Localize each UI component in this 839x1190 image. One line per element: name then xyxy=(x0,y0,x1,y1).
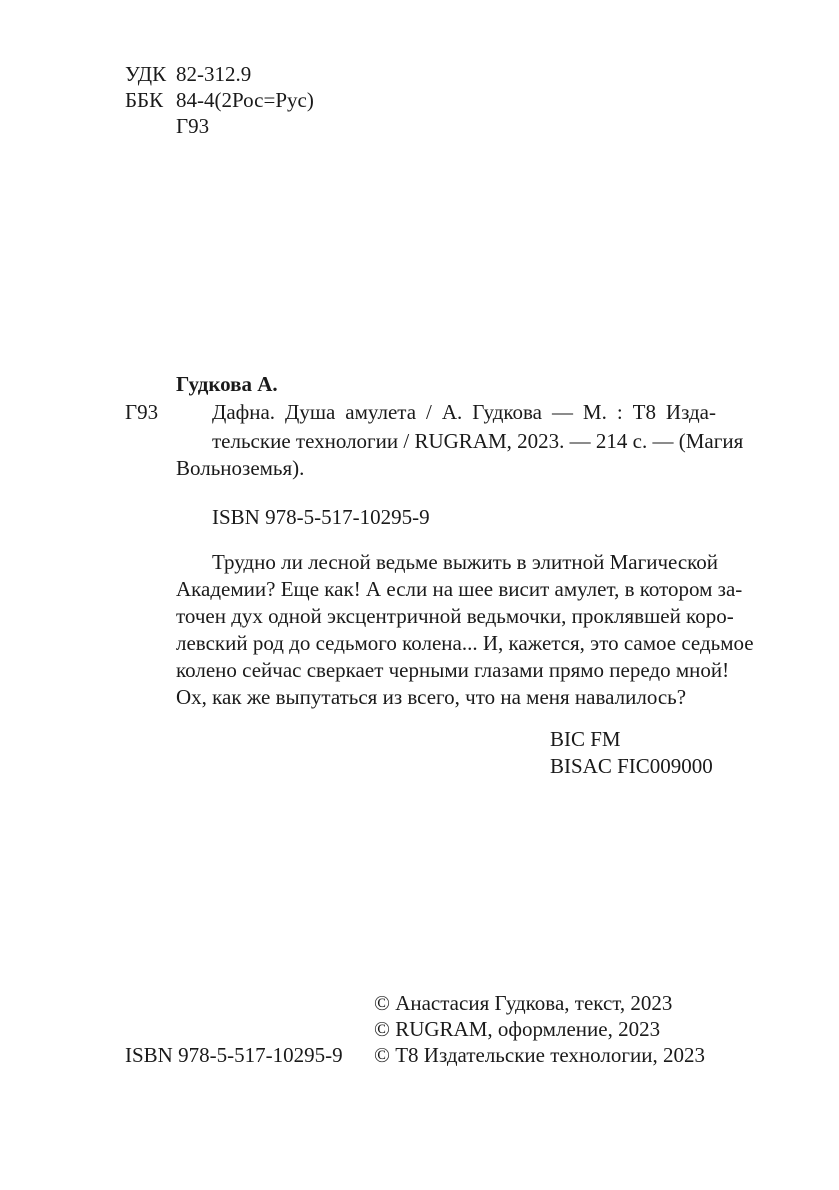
record-author-mark: Г93 xyxy=(125,400,159,424)
bbk-label: ББК xyxy=(125,88,164,112)
udk-value: 82-312.9 xyxy=(176,62,252,86)
annotation xyxy=(176,550,754,709)
record-line: Дафна. Душа амулета / А. Гудкова — М. : Т8 Изда- xyxy=(212,400,716,424)
record-last-line: Вольноземья). xyxy=(176,456,305,480)
copyright-publisher: © Т8 Издательские технологии, 2023 xyxy=(374,1043,705,1067)
annotation-line: Трудно ли лесной ведьме выжить в элитной Магической xyxy=(212,550,719,574)
bbk-value: 84-4(2Рос=Рус) xyxy=(176,88,314,112)
record-line: тельские технологии / RUGRAM, 2023. — 214 с. — (Магия xyxy=(212,429,744,453)
copyright-design: © RUGRAM, оформление, 2023 xyxy=(374,1017,661,1041)
bic-code: BIC FM xyxy=(550,727,621,751)
record-author: Гудкова А. xyxy=(176,372,278,396)
author-mark: Г93 xyxy=(176,114,210,138)
record-description xyxy=(176,400,744,482)
annotation-line: Академии? Еще как! А если на шее висит амулет, в котором за- xyxy=(176,577,743,601)
annotation-last-line: Ох, как же выпутаться из всего, что на меня навалилось? xyxy=(176,685,687,709)
udk-label: УДК xyxy=(125,62,167,86)
copyright-author: © Анастасия Гудкова, текст, 2023 xyxy=(374,991,673,1015)
annotation-line: точен дух одной эксцентричной ведьмочки, проклявшей коро- xyxy=(176,604,734,628)
annotation-line: левский род до седьмого колена... И, кажется, это самое седьмое xyxy=(176,631,754,655)
record-isbn: ISBN 978-5-517-10295-9 xyxy=(212,505,430,529)
bisac-code: BISAC FIC009000 xyxy=(550,754,713,778)
annotation-line: колено сейчас сверкает черными глазами прямо передо мной! xyxy=(176,658,730,682)
footer-isbn: ISBN 978-5-517-10295-9 xyxy=(125,1043,343,1067)
